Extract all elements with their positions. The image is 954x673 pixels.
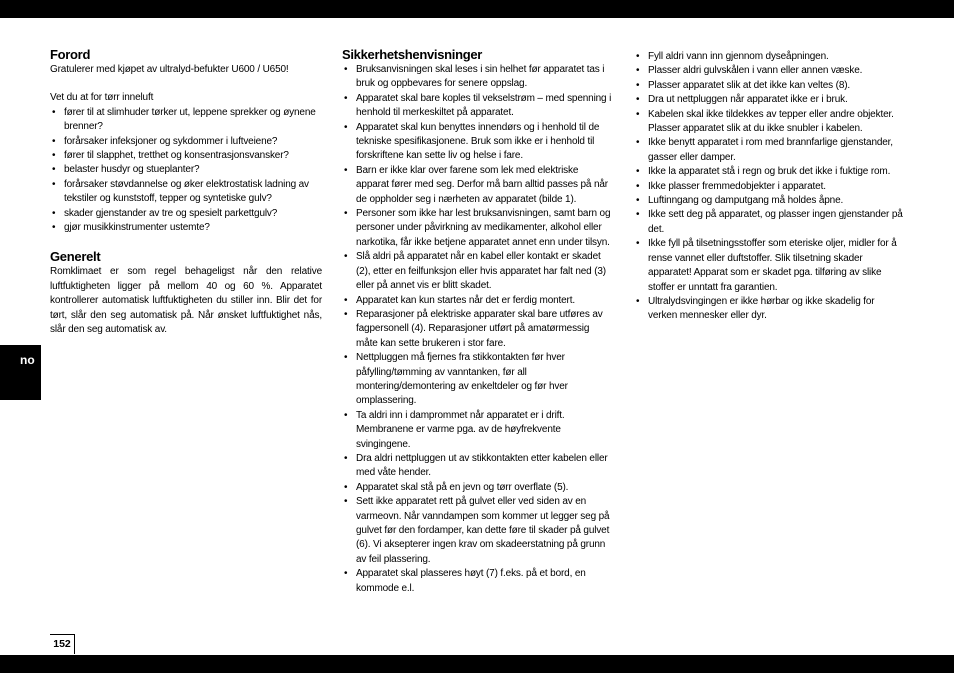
list-item: • Nettpluggen må fjernes fra stikkontakten før hver påfylling/tømming av vanntanken, før all montering/demontering av enkeltdeler og før hver omplassering. (342, 351, 612, 409)
list-item: • Reparasjoner på elektriske apparater skal bare utføres av fagpersonell (4). Reparasjoner utført på amatørmessig måte kan sette brukeren i stor fare. (342, 308, 612, 351)
list-item: • Ikke fyll på tilsetningsstoffer som eteriske oljer, midler for å rense vannet eller duftstoffer. Slik tilsetning skader apparatet! Apparat som er skadet pga. tilføring av slike stoffer er unntatt fra garantien. (634, 237, 904, 295)
safety-list (342, 63, 612, 596)
list-item: • Bruksanvisningen skal leses i sin helhet før apparatet tas i bruk og oppbevares for senere oppslag. (342, 63, 612, 92)
list-item: • forårsaker støvdannelse og øker elektrostatisk ladning av tekstiler og kunststoff, tepper og syntetiske gulv? (50, 178, 322, 207)
list-item: • belaster husdyr og stueplanter? (50, 163, 322, 177)
language-tab (0, 345, 41, 400)
list-item: • Apparatet kan kun startes når det er ferdig montert. (342, 294, 612, 308)
list-item: • Apparatet skal plasseres høyt (7) f.eks. på et bord, en kommode e.l. (342, 567, 612, 596)
list-item: • Dra ut nettpluggen når apparatet ikke er i bruk. (634, 93, 904, 107)
list-item: • Dra aldri nettpluggen ut av stikkontakten etter kabelen eller med våte hender. (342, 452, 612, 481)
list-item: • skader gjenstander av tre og spesielt parkettgulv? (50, 207, 322, 221)
list-item: • Sett ikke apparatet rett på gulvet eller ved siden av en varmeovn. Når vanndampen som kommer ut legger seg på gulvet før den fordamper, kan dette føre til skader på gulvet (6). Vi aksepterer ingen krav om skadeerstatning på grunn av feil plassering. (342, 495, 612, 567)
list-item: • fører til slapphet, tretthet og konsentrasjonsvansker? (50, 149, 322, 163)
list-item: • Apparatet skal bare koples til vekselstrøm – med spenning i henhold til merkeskiltet på apparatet. (342, 92, 612, 121)
heading-safety: Sikkerhetshenvisninger (342, 47, 483, 62)
dry-air-lead: Vet du at for tørr inneluft (50, 92, 154, 104)
language-tab-label: no (20, 353, 35, 367)
list-item: • Ultralydsvingingen er ikke hørbar og ikke skadelig for verken mennesker eller dyr. (634, 295, 904, 324)
list-item: • Ikke plasser fremmedobjekter i apparatet. (634, 180, 904, 194)
column-left (50, 47, 322, 338)
intro-text: Gratulerer med kjøpet av ultralyd-befukter U600 / U650! (50, 64, 289, 75)
list-item: • forårsaker infeksjoner og sykdommer i luftveiene? (50, 135, 322, 149)
list-item: • Plasser apparatet slik at det ikke kan veltes (8). (634, 79, 904, 93)
list-item: • Barn er ikke klar over farene som lek med elektriske apparat fører med seg. Derfor må barn alltid passes på når de oppholder seg i nærheten av apparatet (bilde 1). (342, 164, 612, 207)
bottom-bar (0, 655, 954, 673)
heading-forord: Forord (50, 47, 91, 62)
list-item: • fører til at slimhuder tørker ut, leppene sprekker og øynene brenner? (50, 106, 322, 135)
general-text: Romklimaet er som regel behageligst når den relative luftfuktigheten ligger på mellom 40 og 60 %. Apparatet kontrollerer automatisk luftfuktigheten du stiller inn. Blir det for tørt, slår den seg automatisk på. Når ønsket luftfuktighet nås, slår den seg automatisk av. (50, 266, 322, 336)
list-item: • Ikke sett deg på apparatet, og plasser ingen gjenstander på det. (634, 208, 904, 237)
safety-list-continued (634, 50, 904, 324)
list-item: • Kabelen skal ikke tildekkes av tepper eller andre objekter. Plasser apparatet slik at du ikke snubler i kabelen. (634, 108, 904, 137)
column-middle (342, 47, 612, 596)
dry-air-list (50, 106, 322, 236)
list-item: • Plasser aldri gulvskålen i vann eller annen væske. (634, 64, 904, 78)
list-item: • Ikke benytt apparatet i rom med brannfarlige gjenstander, gasser eller damper. (634, 136, 904, 165)
list-item: • Fyll aldri vann inn gjennom dyseåpningen. (634, 50, 904, 64)
heading-generelt: Generelt (50, 249, 101, 265)
top-bar (0, 0, 954, 18)
list-item: • Apparatet skal kun benyttes innendørs og i henhold til de tekniske spesifikasjonene. Bruk som ikke er i henhold til forskriftene kan sette liv og helse i fare. (342, 121, 612, 164)
page-number: 152 (50, 634, 75, 654)
list-item: • Personer som ikke har lest bruksanvisningen, samt barn og personer under påvirkning av medikamenter, alkohol eller narkotika, får ikke betjene apparatet annet enn under tilsyn. (342, 207, 612, 250)
list-item: • Ikke la apparatet stå i regn og bruk det ikke i fuktige rom. (634, 165, 904, 179)
list-item: • Ta aldri inn i damprommet når apparatet er i drift. Membranene er varme pga. av de høyfrekvente svingingene. (342, 409, 612, 452)
list-item: • gjør musikkinstrumenter ustemte? (50, 221, 322, 235)
list-item: • Slå aldri på apparatet når en kabel eller kontakt er skadet (2), etter en feilfunksjon eller hvis apparatet har falt ned (3) eller på annet vis er blitt skadet. (342, 250, 612, 293)
list-item: • Apparatet skal stå på en jevn og tørr overflate (5). (342, 481, 612, 495)
list-item: • Luftinngang og damputgang må holdes åpne. (634, 194, 904, 208)
column-right (634, 50, 904, 324)
